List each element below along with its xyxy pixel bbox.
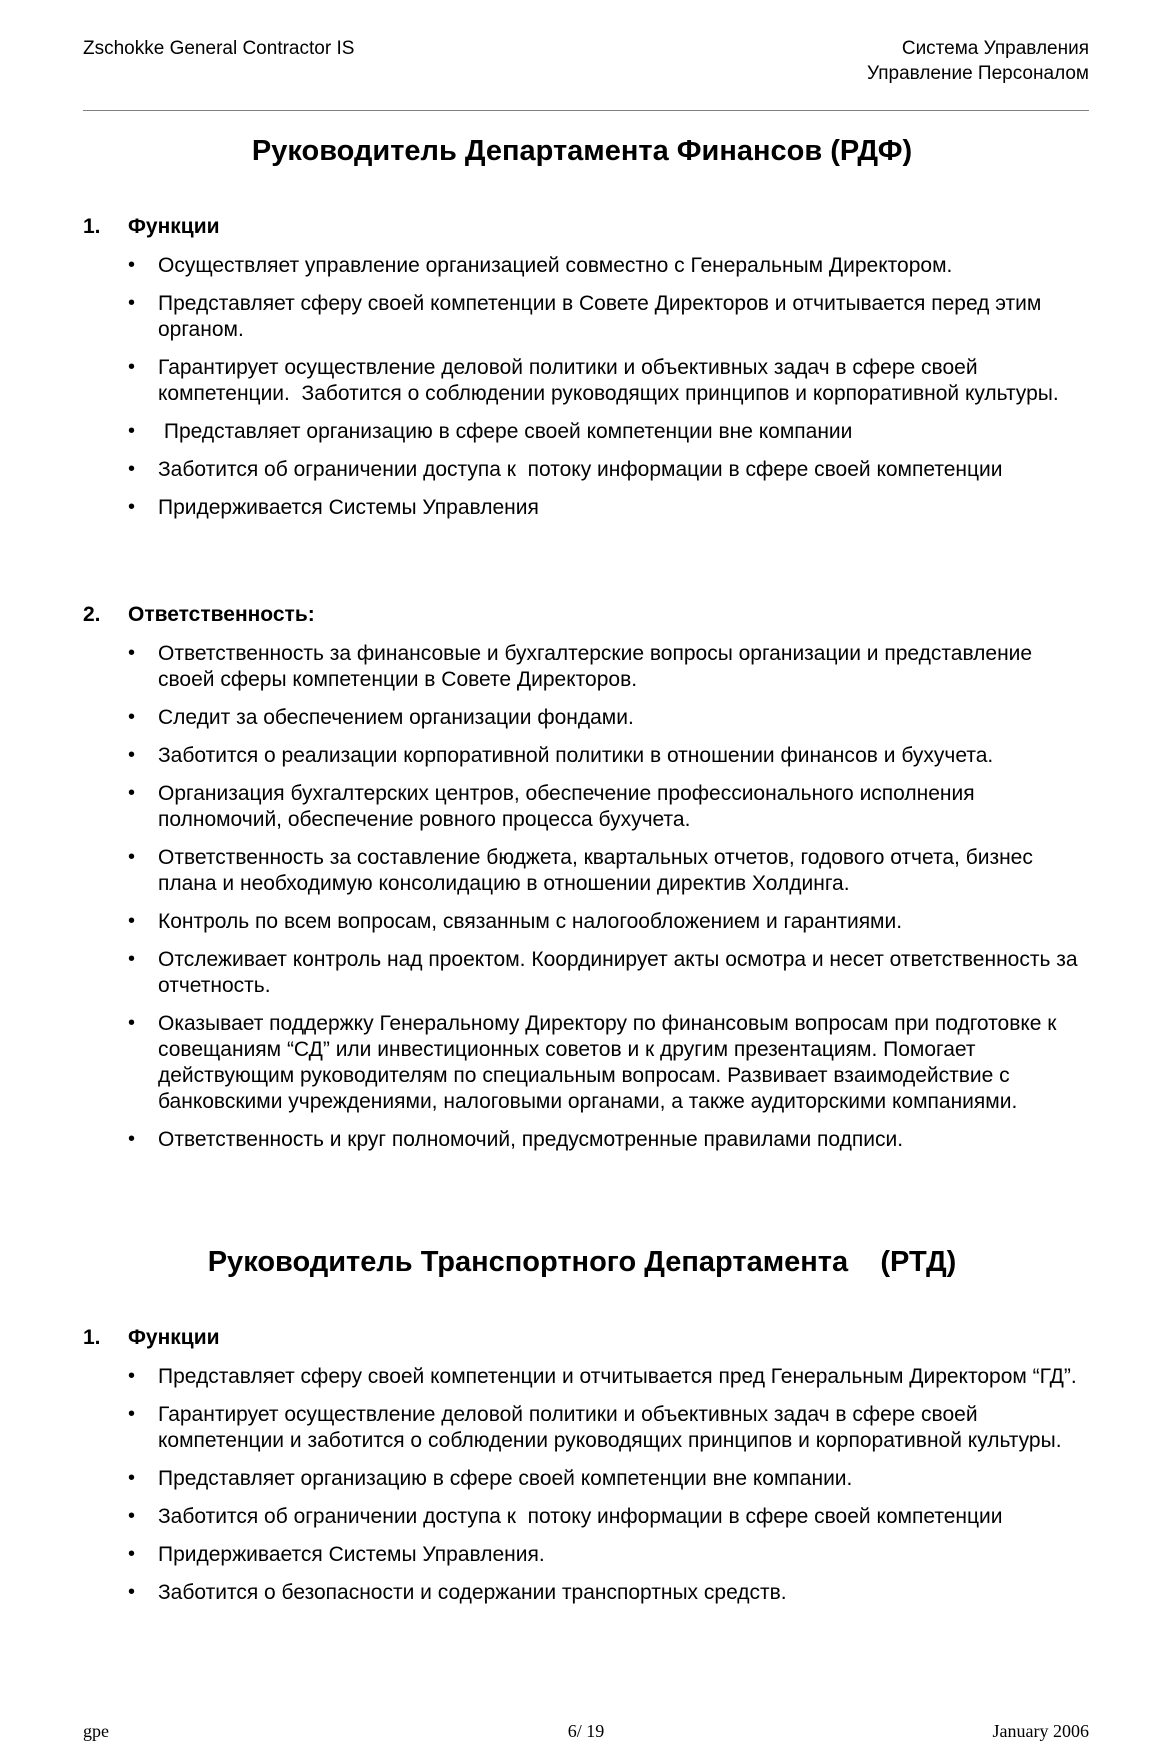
bullet-icon: • [128,1403,136,1425]
bullet-icon: • [128,1365,136,1387]
list-item-text: Контроль по всем вопросам, связанным с налогообложением и гарантиями. [158,910,903,933]
list-item [128,947,1088,999]
heading-text: Функции [128,215,220,238]
list-item-text: Придерживается Системы Управления [158,496,539,519]
header-system-title [867,36,1089,86]
page-footer [83,1720,1089,1744]
footer-author: gpe [83,1721,109,1741]
list-item-text: Заботится об ограничении доступа к потоку информации в сфере своей компетенции [158,458,1003,481]
list-item-text: Представляет организацию в сфере своей компетенции вне компании. [158,1467,853,1490]
bullet-icon: • [128,1012,136,1034]
list-item-text: Ответственность за финансовые и бухгалтерские вопросы организации и представление своей сферы компетенции в Совете Директоров. [158,642,1038,691]
page-header [83,36,1089,92]
list-item-text: Гарантирует осуществление деловой политики и объективных задач в сфере своей компетенции. Заботится о соблюдении руководящих принципов и корпоративной культуры. [158,356,1059,405]
list-item [128,419,1088,445]
list-item-text: Осуществляет управление организацией совместно с Генеральным Директором. [158,254,953,277]
list-item [128,355,1088,407]
list-item [128,253,1088,279]
bullet-icon: • [128,420,136,442]
list-item-text: Ответственность за составление бюджета, квартальных отчетов, годового отчета, бизнес плана и необходимую консолидацию в отношении директив Холдинга. [158,846,1039,895]
responsibility-list-rdf [128,641,1088,1165]
list-item [128,1466,1088,1492]
heading-responsibility-rdf [83,602,315,628]
heading-text: Функции [128,1326,220,1349]
list-item [128,1011,1088,1115]
list-item [128,291,1088,343]
bullet-icon: • [128,782,136,804]
heading-number: 1. [83,215,101,238]
list-item [128,641,1088,693]
list-item [128,781,1088,833]
list-item [128,705,1088,731]
list-item-text: Придерживается Системы Управления. [158,1543,545,1566]
bullet-icon: • [128,744,136,766]
bullet-icon: • [128,1581,136,1603]
list-item [128,1127,1088,1153]
bullet-icon: • [128,1467,136,1489]
list-item-text: Представляет сферу своей компетенции и отчитывается пред Генеральным Директором “ГД”. [158,1365,1077,1388]
footer-date: January 2006 [992,1721,1089,1741]
bullet-icon: • [128,1543,136,1565]
list-item-text: Заботится о безопасности и содержании транспортных средств. [158,1581,787,1604]
list-item [128,1402,1088,1454]
list-item-text: Заботится о реализации корпоративной политики в отношении финансов и бухучета. [158,744,994,767]
functions-list-rdf [128,253,1088,533]
section-title-rtd: Руководитель Транспортного Департамента (РТД) [207,1246,957,1278]
bullet-icon: • [128,1505,136,1527]
list-item [128,495,1088,521]
bullet-icon: • [128,496,136,518]
heading-text: Ответственность: [128,603,315,626]
list-item-text: Оказывает поддержку Генеральному Директору по финансовым вопросам при подготовке к совещаниям “СД” или инвестиционных советов и к другим презентациям. Помогает действующим руководителям по специальным вопросам. Развивает взаимодействие с банковскими учреждениями, налоговыми органами, а также аудиторскими компаниями. [158,1012,1063,1113]
bullet-icon: • [128,642,136,664]
list-item [128,1364,1088,1390]
list-item [128,743,1088,769]
bullet-icon: • [128,846,136,868]
bullet-icon: • [128,706,136,728]
bullet-icon: • [128,292,136,314]
list-item-text: Отслеживает контроль над проектом. Координирует акты осмотра и несет ответственность за отчетность. [158,948,1084,997]
list-item-text: Представляет организацию в сфере своей компетенции вне компании [158,420,853,443]
list-item [128,457,1088,483]
header-divider [83,110,1089,111]
list-item [128,1580,1088,1606]
heading-number: 2. [83,603,101,626]
company-name: Zschokke General Contractor IS [83,38,355,59]
bullet-icon: • [128,254,136,276]
section-title-rdf: Руководитель Департамента Финансов (РДФ) [251,135,913,167]
list-item-text: Заботится об ограничении доступа к потоку информации в сфере своей компетенции [158,1505,1003,1528]
header-system-line2: Управление Персоналом [867,63,1089,84]
heading-number: 1. [83,1326,101,1349]
list-item-text: Гарантирует осуществление деловой политики и объективных задач в сфере своей компетенции и заботится о соблюдении руководящих принципов и корпоративной культуры. [158,1403,1062,1452]
list-item-text: Следит за обеспечением организации фондами. [158,706,634,729]
list-item-text: Ответственность и круг полномочий, предусмотренные правилами подписи. [158,1128,904,1151]
bullet-icon: • [128,948,136,970]
bullet-icon: • [128,1128,136,1150]
bullet-icon: • [128,910,136,932]
list-item [128,1504,1088,1530]
list-item-text: Организация бухгалтерских центров, обеспечение профессионального исполнения полномочий, обеспечение ровного процесса бухучета. [158,782,981,831]
bullet-icon: • [128,458,136,480]
functions-list-rtd [128,1364,1088,1618]
list-item-text: Представляет сферу своей компетенции в Совете Директоров и отчитывается перед этим органом. [158,292,1048,341]
page-number: 6/ 19 [567,1721,605,1741]
list-item [128,845,1088,897]
list-item [128,909,1088,935]
bullet-icon: • [128,356,136,378]
heading-functions-rtd [83,1325,220,1351]
list-item [128,1542,1088,1568]
header-system-line1: Система Управления [901,38,1089,59]
heading-functions-rdf [83,214,220,240]
